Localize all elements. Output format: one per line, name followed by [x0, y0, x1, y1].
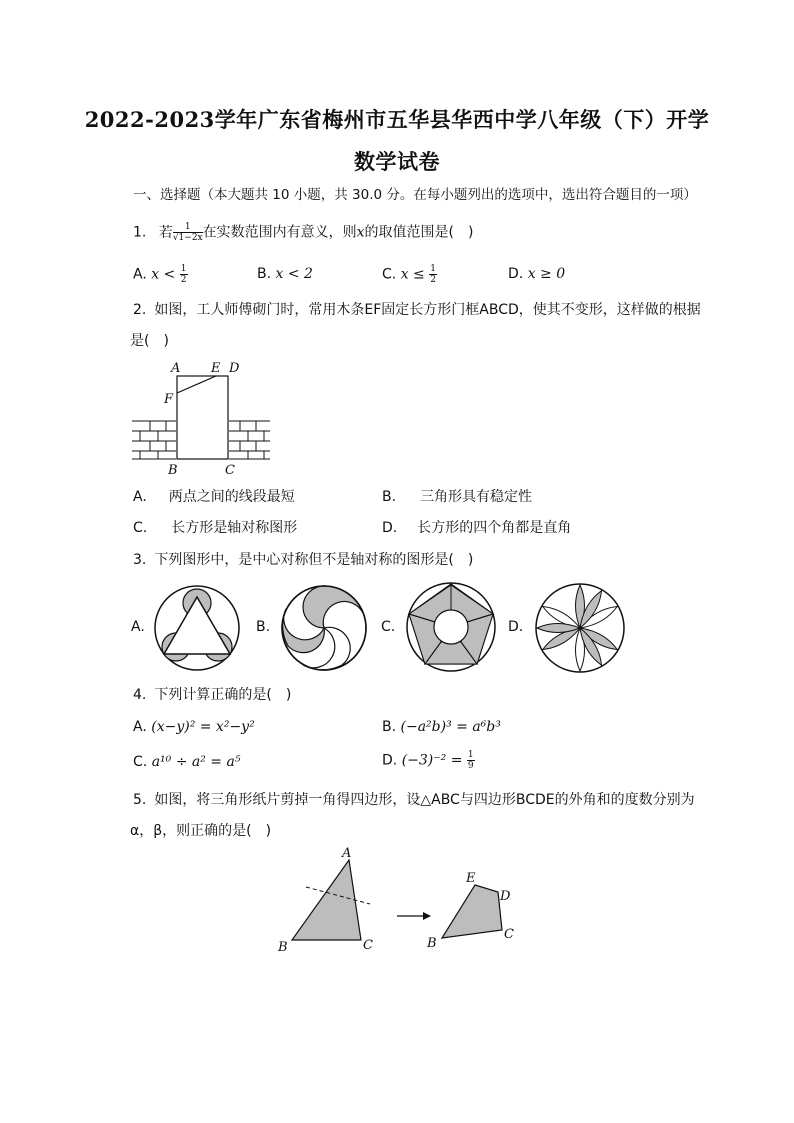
arrow-head	[423, 912, 431, 920]
brick-wall-left	[132, 421, 176, 459]
label-f: F	[164, 392, 174, 407]
label-b2: B	[427, 936, 437, 951]
label-c2: C	[504, 927, 514, 942]
q1-option-b[interactable]: B. x < 2	[257, 266, 313, 282]
q3-figure-d[interactable]	[533, 581, 627, 675]
q1-option-c[interactable]: C. x ≤ $\frac{1}{2}$	[382, 264, 436, 285]
section-heading: 一、选择题（本大题共 10 小题，共 30.0 分。在每小题列出的选项中，选出符合题目的一项）	[133, 187, 697, 203]
q3-figure-c[interactable]	[404, 580, 498, 674]
q1-pre: 若	[158, 224, 173, 241]
q1-number: 1.	[133, 224, 147, 241]
q4-option-d[interactable]: D. (−3)⁻² = $\frac{1}{9}$	[382, 750, 474, 771]
label-d2: D	[500, 889, 511, 904]
q1-stem	[133, 222, 473, 243]
label-c: C	[225, 463, 235, 478]
q2-stem-line2: 是( )	[130, 333, 169, 349]
page-title-line1: 2022-2023学年广东省梅州市五华县华西中学八年级（下）开学	[84, 107, 710, 132]
label-e: E	[211, 361, 221, 376]
q1-option-a[interactable]: A. x < $\frac{1}{2}$	[133, 264, 187, 285]
q4-stem: 4. 下列计算正确的是( )	[133, 687, 292, 703]
q2-option-c[interactable]: C. 长方形是轴对称图形	[133, 520, 298, 536]
q5-figure	[275, 840, 535, 960]
label-b: B	[168, 463, 178, 478]
triangle-abc	[292, 860, 361, 940]
q2-option-a[interactable]: A. 两点之间的线段最短	[133, 489, 295, 505]
q2-door-figure	[130, 358, 275, 480]
q3-figure-b[interactable]	[279, 583, 369, 673]
label-a: A	[171, 361, 181, 376]
label-e2: E	[466, 871, 476, 886]
q1-post2: 的取值范围是( )	[364, 224, 474, 241]
label-c: C	[363, 938, 373, 953]
label-b: B	[278, 940, 288, 955]
q3-option-c-label[interactable]: C.	[381, 619, 396, 635]
label-d: D	[229, 361, 240, 376]
door-frame	[177, 376, 228, 459]
q2-stem-line1: 2. 如图，工人师傅砌门时，常用木条EF固定长方形门框ABCD，使其不变形，这样做的根据	[133, 302, 701, 318]
q3-stem: 3. 下列图形中，是中心对称但不是轴对称的图形是( )	[133, 552, 474, 568]
q1-post: 在实数范围内有意义，则	[202, 224, 357, 241]
q5-stem-line2: α，β，则正确的是( )	[130, 823, 272, 839]
q3-option-b-label[interactable]: B.	[256, 619, 271, 635]
q3-option-d-label[interactable]: D.	[508, 619, 524, 635]
q2-option-b[interactable]: B. 三角形具有稳定性	[382, 489, 533, 505]
page-title-line2: 数学试卷	[354, 149, 440, 174]
brick-wall-right	[229, 421, 270, 459]
q5-stem-line1: 5. 如图，将三角形纸片剪掉一角得四边形，设△ABC与四边形BCDE的外角和的度数分别为	[133, 792, 695, 808]
q1-option-d[interactable]: D. x ≥ 0	[508, 266, 566, 282]
q4-option-b[interactable]: B. (−a²b)³ = a⁶b³	[382, 719, 501, 735]
q1-var: x	[356, 224, 365, 241]
q3-figure-a[interactable]	[152, 583, 242, 673]
q3-option-a-label[interactable]: A.	[131, 619, 145, 635]
q4-option-a[interactable]: A. (x−y)² = x²−y²	[133, 719, 255, 735]
q2-option-d[interactable]: D. 长方形的四个角都是直角	[382, 520, 572, 536]
q4-option-c[interactable]: C. a¹⁰ ÷ a² = a⁵	[133, 754, 241, 770]
label-a: A	[342, 846, 352, 861]
quadrilateral-bcde	[442, 885, 502, 938]
q1-fraction: $\frac{1}{√1-2x}$	[172, 222, 203, 243]
